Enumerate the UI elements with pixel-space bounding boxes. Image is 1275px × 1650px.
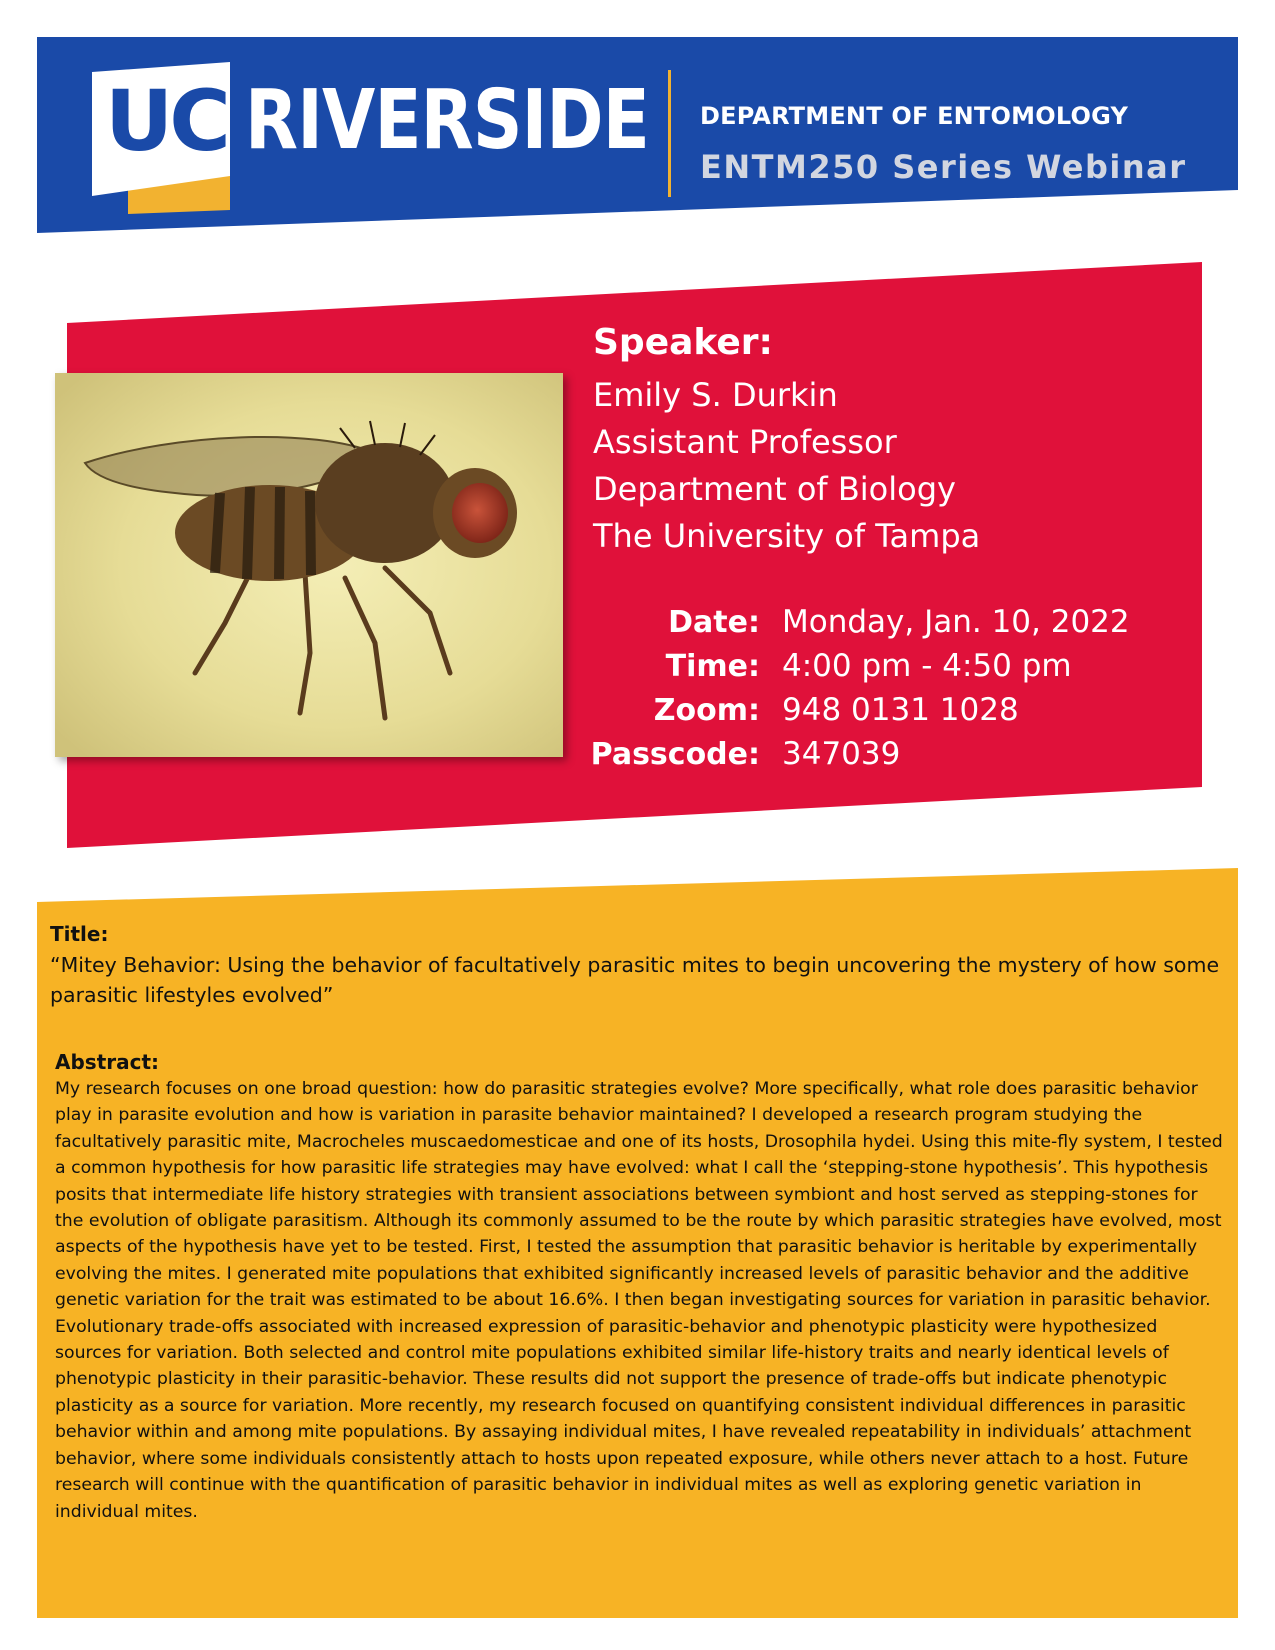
logo-uc: UC [105,72,227,170]
time-label: Time: [665,648,760,684]
detail-row-date [560,600,1130,644]
logo-riverside: RIVERSIDE [245,73,649,168]
speaker-department: Department of Biology [593,470,956,508]
abstract-label: Abstract: [55,1050,160,1074]
series-name: ENTM250 Series Webinar [700,148,1187,186]
abstract-text: My research focuses on one broad question: how do parasitic strategies evolve? More specifically, what role does parasitic behavior play in parasite evolution and how is variation in parasite behavior maintained? I developed a research program studying the facultatively parasitic mite, Macrocheles muscaedomesticae and one of its hosts, Drosophila hydei. Using this mite-fly system, I tested a common hypothesis for how parasitic life strategies may have evolved: what I call the ‘stepping-stone hypothesis’. This hypothesis posits that intermediate life history strategies with transient associations between symbiont and host served as stepping-stones for the evolution of obligate parasitism. Although its commonly assumed to be the route by which parasitic strategies have evolved, most aspects of the hypothesis have yet to be tested. First, I tested the assumption that parasitic behavior is heritable by experimentally evolving the mites. I generated mite populations that exhibited significantly increased levels of parasitic behavior and the additive genetic variation for the trait was estimated to be about 16.6%. I then began investigating sources for variation in parasitic behavior. Evolutionary trade-offs associated with increased expression of parasitic-behavior and phenotypic plasticity were hypothesized sources for variation. Both selected and control mite populations exhibited similar life-history traits and nearly identical levels of phenotypic plasticity in their parasitic-behavior. These results did not support the presence of trade-offs but indicate phenotypic plasticity as a source for variation. More recently, my research focused on quantifying consistent individual differences in parasitic behavior within and among mite populations. By assaying individual mites, I have revealed repeatability in individuals’ attachment behavior, where some individuals consistently attach to hosts upon repeated exposure, while others never attach to a host. Future research will continue with the quantification of parasitic behavior in individual mites as well as exploring genetic variation in individual mites. [55,1079,1223,1522]
detail-row-passcode [560,732,1130,776]
speaker-info [593,372,980,560]
time-value: 4:00 pm - 4:50 pm [782,648,1072,684]
speaker-name: Emily S. Durkin [593,376,838,414]
event-details [560,600,1130,776]
talk-title: “Mitey Behavior: Using the behavior of facultatively parasitic mites to begin uncovering the mystery of how some parasitic lifestyles evolved” [50,953,1220,1007]
date-label: Date: [668,604,760,640]
date-value: Monday, Jan. 10, 2022 [782,604,1130,640]
detail-row-time [560,644,1130,688]
zoom-label: Zoom: [653,692,760,728]
zoom-value: 948 0131 1028 [782,692,1019,728]
passcode-label: Passcode: [590,736,760,772]
detail-row-zoom [560,688,1130,732]
speaker-position: Assistant Professor [593,423,897,461]
speaker-institution: The University of Tampa [593,517,981,555]
header-divider [668,70,671,197]
fly-photo-icon [55,373,563,757]
department-name: DEPARTMENT OF ENTOMOLOGY [700,102,1129,130]
passcode-value: 347039 [782,736,901,772]
speaker-heading: Speaker: [593,322,773,363]
title-label: Title: [50,922,109,946]
header-banner [0,0,1275,250]
